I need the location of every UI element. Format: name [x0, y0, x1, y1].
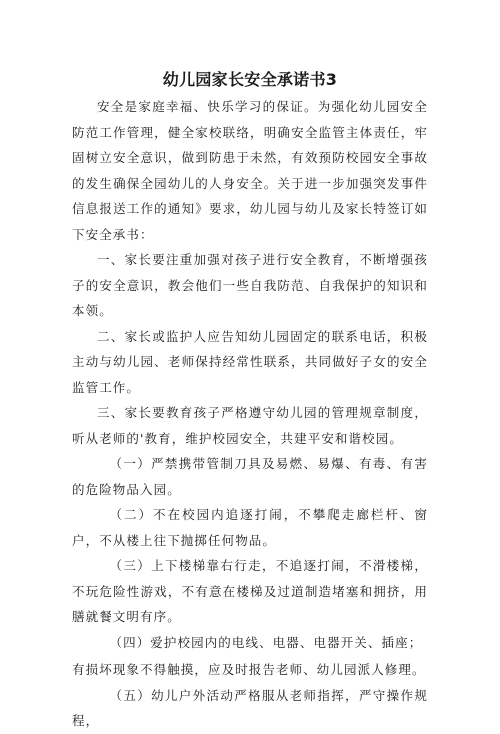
paragraph-item-1: 一、家长要注重加强对孩子进行安全教育，不断增强孩子的安全意识，教会他们一些自我防范、自我保护的知识和本领。 — [72, 252, 428, 318]
paragraph-item-2: 二、家长或监护人应告知幼儿园固定的联系电话，积极主动与幼儿园、老师保持经常性联系，共同做好子女的安全监管工作。 — [72, 328, 428, 395]
paragraph-sub-4: （四）爱护校园内的电线、电器、电器开关、插座； — [109, 634, 423, 650]
document-body — [72, 94, 428, 734]
paragraph-sub-1: （一）严禁携带管制刀具及易燃、易爆、有毒、有害的危险物品入园。 — [72, 456, 428, 497]
paragraph-sub-3: （三）上下楼梯靠右行走，不追逐打闹，不滑楼梯，不玩危险性游戏，不有意在楼梯及过道制造堵塞和拥挤，用膳就餐文明有序。 — [72, 558, 428, 624]
paragraph-sub-2: （二）不在校园内追逐打闹，不攀爬走廊栏杆、窗户，不从楼上往下抛掷任何物品。 — [72, 507, 428, 548]
paragraph-intro: 安全是家庭幸福、快乐学习的保证。为强化幼儿园安全防范工作管理，健全家校联络，明确安全监管主体责任，牢固树立安全意识，做到防患于未然，有效预防校园安全事故的发生确保全园幼儿的人身安全。关于进一步加强突发事件信息报送工作的通知》要求，幼儿园与幼儿及家长特签订如下安全承书： — [72, 99, 428, 242]
paragraph-item-3: 三、家长要教育孩子严格遵守幼儿园的管理规章制度，听从老师的'教育，维护校园安全，共建平安和谐校园。 — [72, 405, 428, 446]
paragraph-sub-5: （五）幼儿户外活动严格服从老师指挥，严守操作规程， — [72, 687, 428, 728]
paragraph-sub-4-continued: 有损坏现象不得触摸，应及时报告老师、幼儿园派人修理。 — [72, 662, 426, 677]
document-title: 幼儿园家长安全承诺书3 — [162, 70, 338, 89]
